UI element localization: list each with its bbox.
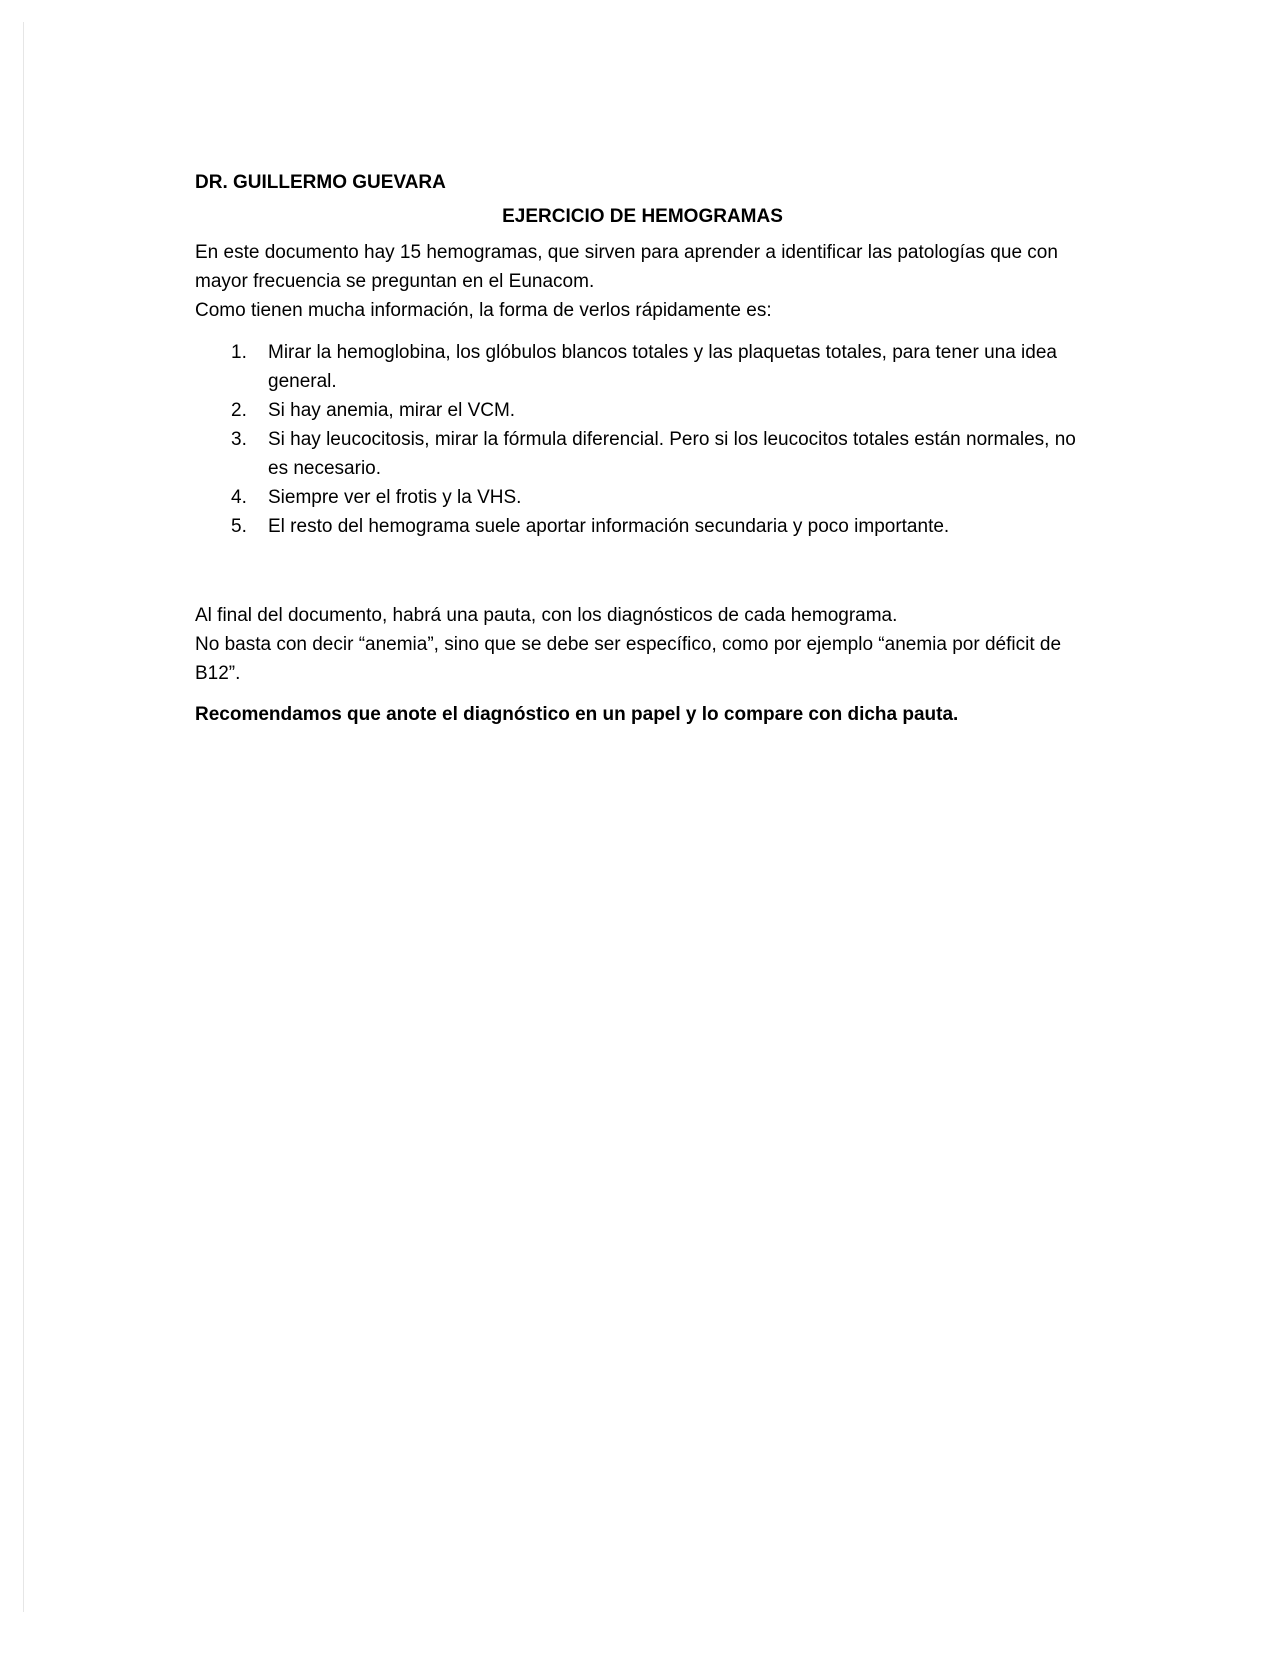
recommendation-text: Recomendamos que anote el diagnóstico en un papel y lo compare con dicha pauta.	[195, 704, 959, 725]
list-item	[195, 425, 1090, 483]
intro-section	[195, 238, 1090, 325]
list-item-number: 4.	[231, 487, 247, 508]
closing-section	[195, 601, 1090, 688]
closing-paragraph-1: Al final del documento, habrá una pauta, con los diagnósticos de cada hemograma.	[195, 605, 898, 626]
list-item-text: Siempre ver el frotis y la VHS.	[268, 487, 522, 508]
list-item-number: 2.	[231, 400, 247, 421]
list-item-text: Si hay leucocitosis, mirar la fórmula diferencial. Pero si los leucocitos totales están normales, no es necesario.	[268, 429, 1076, 479]
list-item-text: Mirar la hemoglobina, los glóbulos blancos totales y las plaquetas totales, para tener una idea general.	[268, 342, 1057, 392]
list-item-text: Si hay anemia, mirar el VCM.	[268, 400, 516, 421]
steps-list	[195, 338, 1090, 541]
closing-paragraph-2: No basta con decir “anemia”, sino que se debe ser específico, como por ejemplo “anemia por déficit de B12”.	[195, 634, 1062, 684]
document-title: EJERCICIO DE HEMOGRAMAS	[502, 206, 783, 227]
list-item	[195, 483, 1090, 512]
list-item-number: 5.	[231, 516, 247, 537]
list-item-number: 3.	[231, 429, 247, 450]
document-author: DR. GUILLERMO GUEVARA	[195, 172, 446, 193]
page-edge-line	[23, 22, 24, 1612]
list-item	[195, 512, 1090, 541]
intro-paragraph-2: Como tienen mucha información, la forma de verlos rápidamente es:	[195, 300, 772, 321]
intro-paragraph-1: En este documento hay 15 hemogramas, que sirven para aprender a identificar las patologías que con mayor frecuencia se preguntan en el Eunacom.	[195, 242, 1058, 292]
document-body	[195, 168, 1090, 729]
list-item-text: El resto del hemograma suele aportar información secundaria y poco importante.	[268, 516, 950, 537]
list-item	[195, 338, 1090, 396]
list-item-number: 1.	[231, 342, 247, 363]
list-item	[195, 396, 1090, 425]
